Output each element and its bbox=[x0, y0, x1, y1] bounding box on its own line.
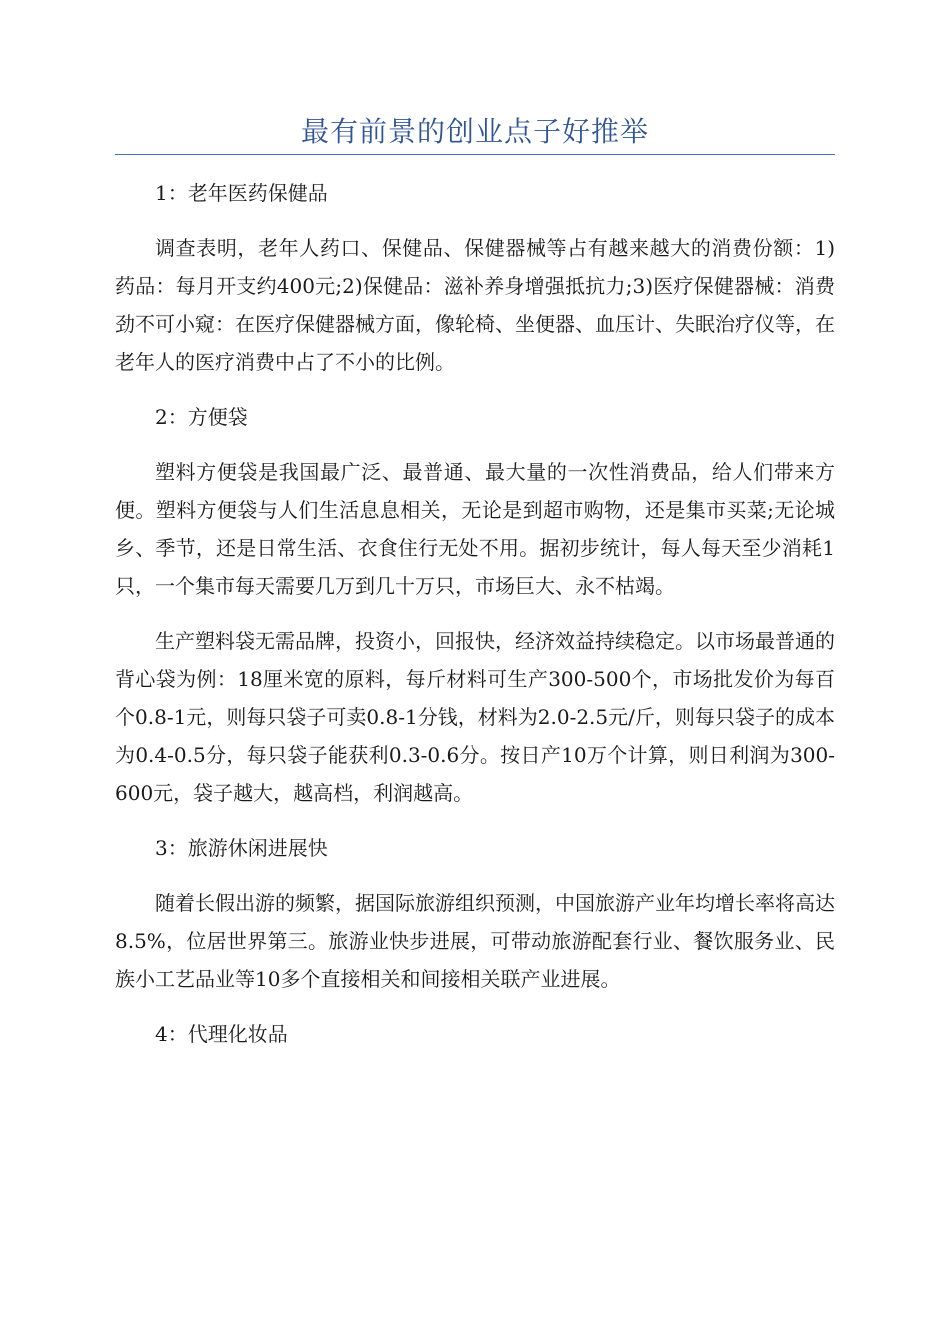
title-underline bbox=[115, 154, 835, 155]
document-body bbox=[115, 174, 835, 1053]
paragraph: 塑料方便袋是我国最广泛、最普通、最大量的一次性消费品，给人们带来方便。塑料方便袋与人们生活息息相关，无论是到超市购物，还是集市买菜;无论城乡、季节，还是日常生活、衣食住行无处不用。据初步统计，每人每天至少消耗1只，一个集市每天需要几万到几十万只，市场巨大、永不枯竭。 bbox=[115, 460, 835, 598]
page-title: 最有前景的创业点子好推举 bbox=[300, 115, 649, 148]
section-heading-2: 2：方便袋 bbox=[155, 405, 248, 429]
section-heading-1: 1：老年医药保健品 bbox=[155, 181, 328, 205]
section-heading-4: 4：代理化妆品 bbox=[155, 1022, 288, 1046]
paragraph: 生产塑料袋无需品牌，投资小，回报快，经济效益持续稳定。以市场最普通的背心袋为例：18厘米宽的原料，每斤材料可生产300-500个，市场批发价为每百个0.8-1元，则每只袋子可卖0.8-1分钱，材料为2.0-2.5元/斤，则每只袋子的成本为0.4-0.5分，每只袋子能获利0.3-0.6分。按日产10万个计算，则日利润为300-600元，袋子越大，越高档，利润越高。 bbox=[115, 629, 835, 805]
paragraph: 随着长假出游的频繁，据国际旅游组织预测，中国旅游产业年均增长率将高达8.5%，位居世界第三。旅游业快步进展，可带动旅游配套行业、餐饮服务业、民族小工艺品业等10多个直接相关和间接相关联产业进展。 bbox=[115, 891, 835, 991]
paragraph: 调查表明，老年人药口、保健品、保健器械等占有越来越大的消费份额：1)药品：每月开支约400元;2)保健品：滋补养身增强抵抗力;3)医疗保健器械：消费劲不可小窥：在医疗保健器械方面，像轮椅、坐便器、血压计、失眠治疗仪等，在老年人的医疗消费中占了不小的比例。 bbox=[115, 236, 835, 374]
section-heading-3: 3：旅游休闲进展快 bbox=[155, 836, 328, 860]
